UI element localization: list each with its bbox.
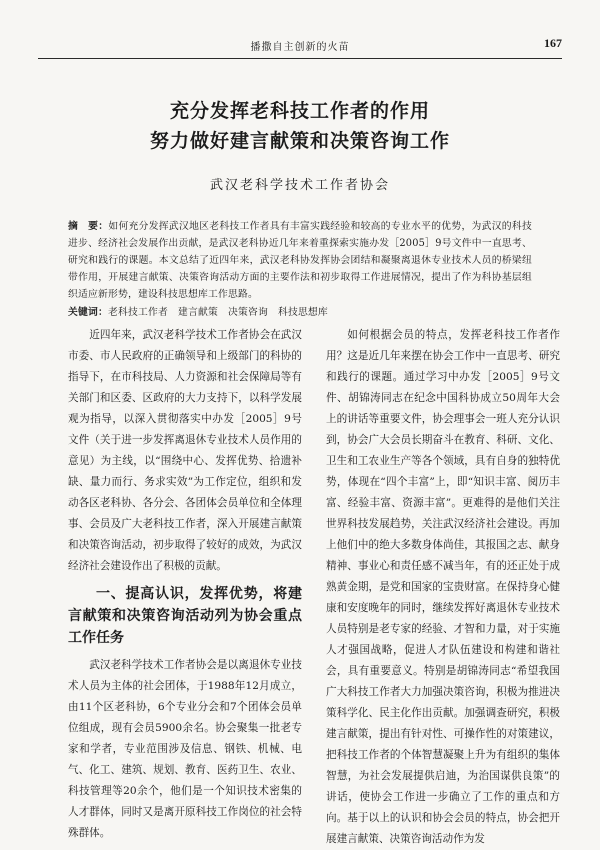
title-line-2: 努力做好建言献策和决策咨询工作 — [149, 130, 450, 152]
keywords-label: 关键词： — [68, 307, 108, 318]
body-paragraph: 如何根据会员的特点，发挥老科技工作者作用？这是近几年来摆在协会工作中一直思考、研究和践行的课题。通过学习中办发［2005］9号文件、胡锦涛同志在纪念中国科协成立50周年大会上的讲话等重要文件，协会理事会一班人充分认识到，协会广大会员长期奋斗在教育、科研、文化、卫生和工农业生产等各个领域，具有自身的独特优势，体现在“四个丰富”上，即“知识丰富、阅历丰富、经验丰富、资源丰富”。更难得的是他们关注世界科技发展趋势，关注武汉经济社会建设。再加上他们中的绝大多数身体尚佳，其报国之志、献身精神、事业心和责任感不减当年，有的还正处于成熟黄金期，是党和国家的宝贵财富。在保持身心健康和安度晚年的同时，继续发挥好离退休专业技术人员特别是老专家的经验、才智和力量，对于实施人才强国战略，促进人才队伍建设和构建和谐社会，具有重要意义。特别是胡锦涛同志“希望我国广大科技工作者大力加强决策咨询，积极为推进决策科学化、民主化作出贡献。加强调查研究，积极建言献策，提出有针对性、可操作性的对策建议，把科技工作者的个体智慧凝聚上升为有组织的集体智慧，为社会发展提供启迪，为治国谋供良策”的讲话，使协会工作进一步确立了工作的重点和方向。基于以上的认识和协会会员的特点，协会把开展建言献策、决策咨询活动作为发 — [326, 329, 560, 845]
abstract-label: 摘 要： — [68, 221, 109, 232]
right-column — [326, 325, 560, 845]
article-title — [0, 96, 600, 156]
abstract-block — [68, 218, 532, 321]
abstract-paragraph — [68, 218, 532, 303]
running-head: 播撒自主创新的火苗 — [250, 42, 350, 53]
body-columns — [68, 325, 560, 845]
keywords-text: 老科技工作者 建言献策 决策咨询 科技思想库 — [108, 307, 328, 318]
title-line-1: 充分发挥老科技工作者的作用 — [169, 100, 430, 122]
left-column — [68, 325, 302, 839]
page-number: 167 — [544, 36, 562, 50]
body-paragraph: 武汉老科学技术工作者协会是以离退休专业技术人员为主体的社会团体，于1988年12月成立，由11个区老科协，6个专业分会和7个团体会员单位组成，现有会员5900余名。协会聚集一批老专家和学者，专业范围涉及信息、钢铁、机械、电气、化工、建筑、规划、教育、医药卫生、农业、科技管理等20余个，他们是一个知识技术密集的人才群体，同时又是离开原科技工作岗位的社会特殊群体。 — [68, 659, 302, 839]
keywords-line — [68, 304, 532, 321]
abstract-text: 如何充分发挥武汉地区老科技工作者具有丰富实践经验和较高的专业水平的优势，为武汉的科技进步、经济社会发展作出贡献，是武汉老科协近几年来着重探索实施办发［2005］9号文件中一直思考、研究和践行的课题。本文总结了近四年来，武汉老科协发挥协会团结和凝聚离退休专业技术人员的桥梁纽带作用，开展建言献策、决策咨询活动方面的主要作法和初步取得工作进展情况，提出了作为科协基层组织适应新形势，建设科技思想库工作思路。 — [68, 221, 532, 300]
header-rule — [38, 58, 562, 59]
page-header — [38, 30, 562, 56]
section-heading: 一、提高认识，发挥优势，将建言献策和决策咨询活动列为协会重点工作任务 — [68, 586, 302, 646]
body-paragraph: 近四年来，武汉老科学技术工作者协会在武汉市委、市人民政府的正确领导和上级部门的科协的指导下，在市科技局、人力资源和社会保障局等有关部门和区委、区政府的大力支持下，以科学发展观为指导，以深入贯彻落实中办发［2005］9号文件（关于进一步发挥离退休专业技术人员作用的意见）为主线，以“围绕中心、发挥优势、拾遗补缺、量力而行、务求实效”为工作定位，组织和发动各区老科协、各分会、各团体会员单位和全体理事、会员及广大老科技工作者，深入开展建言献策和决策咨询活动，初步取得了较好的成效，为武汉经济社会建设作出了积极的贡献。 — [68, 329, 302, 572]
author-line: 武汉老科学技术工作者协会 — [209, 178, 390, 193]
